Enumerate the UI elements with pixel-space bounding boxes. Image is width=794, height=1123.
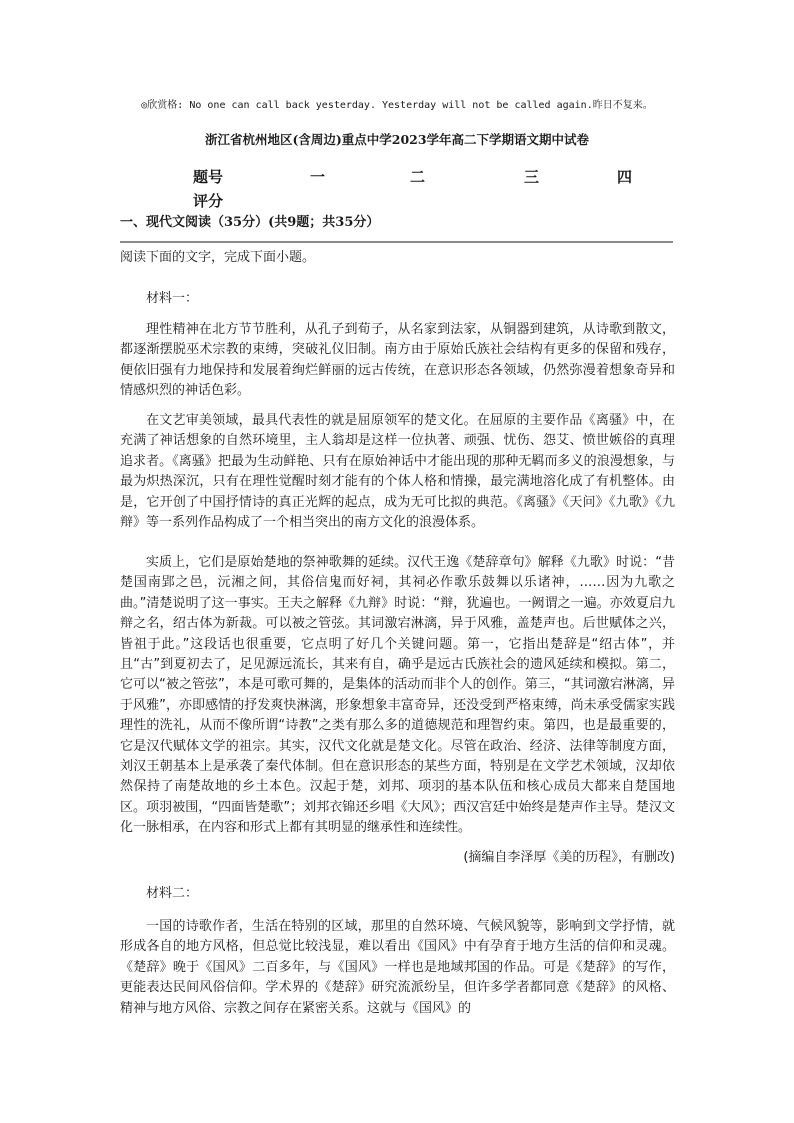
exam-title: 浙江省杭州地区(含周边)重点中学2023学年高二下学期语文期中试卷 [204,132,590,147]
material-2-label [120,884,675,904]
paragraph: 一国的诗歌作者，生活在特别的区域，那里的自然环境、气候风貌等，影响到文学抒情，就形成各自的地方风格，但总觉比较浅显，难以看出《国风》中有孕育于地方生活的信仰和灵魂。《楚辞》晚于《国风》二百多年，与《国风》一样也是地域邦国的作品。可是《楚辞》的写作，更能表达民间风俗信仰。学术界的《楚辞》研究流派纷呈，但许多学者都同意《楚辞》的风格、精神与地方风俗、宗教之间存在紧密关系。这就与《国风》的 [120,919,675,1016]
score-table-col-3: 三 [524,168,540,186]
citation: (摘编自李泽厚《美的历程》，有删改) [463,850,675,865]
material-1-label [120,289,675,309]
material-label: 材料一： [146,291,199,306]
paragraph: 在文艺审美领域，最具代表性的就是屈原领军的楚文化。在屈原的主要作品《离骚》中，在充满了神话想象的自然环境里，主人翁却是这样一位执著、顽强、忧伤、怨艾、愤世嫉俗的真理追求者。《离骚》把最为生动鲜艳、只有在原始神话中才能出现的那种无羁而多义的浪漫想象，与最为炽热深沉，只有在理性觉醒时刻才能有的个体人格和情操，最完满地溶化成了有机整体。由是，它开创了中国抒情诗的真正光辉的起点，成为无可比拟的典范。《离骚》《天问》《九歌》《九辩》等一系列作品构成了一个相当突出的南方文化的浪漫体系。 [120,413,675,531]
source-note [120,848,675,868]
score-table-header [193,166,653,188]
score-table-col-2: 二 [410,168,426,186]
header-motto: ◎欣赏格: No one can call back yesterday. Yesterday will not be called again.昨日不复来。 [141,100,653,111]
score-table-label-score: 评分 [193,192,224,210]
paragraph: 理性精神在北方节节胜利，从孔子到荀子，从名家到法家，从铜器到建筑，从诗歌到散文，都逐渐摆脱巫术宗教的束缚，突破礼仪旧制。南方由于原始氏族社会结构有更多的保留和残存，便依旧强有力地保持和发展着绚烂鲜丽的远古传统，在意识形态各领域，仍然弥漫着想象奇异和情感炽烈的神话色彩。 [120,322,675,399]
material-1-paragraph-2 [120,411,675,533]
intro-text [120,248,675,268]
material-1-paragraph-1 [120,320,675,402]
paragraph: 实质上，它们是原始楚地的祭神歌舞的延续。汉代王逸《楚辞章句》解释《九歌》时说：“昔楚国南郢之邑，沅湘之间，其俗信鬼而好祠，其祠必作歌乐鼓舞以乐诸神，……因为九歌之曲。”清楚说明了这一事实。王夫之解释《九辩》时说：“辩，犹遍也。一阙谓之一遍。亦效夏启九辩之名，绍古体为新裁。可以被之管弦。其词激宕淋漓，异于风雅，盖楚声也。后世赋体之兴，皆祖于此。”这段话也很重要，它点明了好几个关键问题。第一，它指出楚辞是“绍古体”，并且“古”到夏初去了，足见源远流长，其来有自，确乎是远古氏族社会的遗风延续和模拟。第二，它可以“被之管弦”，本是可歌可舞的，是集体的活动而非个人的创作。第三，“其词激宕淋漓，异于风雅”，亦即感情的抒发爽快淋漓，形象想象丰富奇异，还没受到严格束缚，尚未承受儒家实践理性的洗礼，从而不像所谓“诗教”之类有那么多的道德规范和理智约束。第四，也是最重要的，它是汉代赋体文学的祖宗。其实，汉代文化就是楚文化。尽管在政治、经济、法律等制度方面，刘汉王朝基本上是承袭了秦代体制。但在意识形态的某些方面，特别是在文学艺术领域，汉却依然保持了南楚故地的乡土本色。汉起于楚，刘邦、项羽的基本队伍和核心成员大都来自楚国地区。项羽被围，“四面皆楚歌”；刘邦衣锦还乡唱《大风》；西汉宫廷中始终是楚声作主导。楚汉文化一脉相承，在内容和形式上都有其明显的继承性和连续性。 [120,555,675,836]
material-label: 材料二： [146,886,199,901]
material-2-paragraph-1 [120,917,675,1019]
score-table-col-1: 一 [310,168,326,186]
section-divider [120,241,673,243]
intro-line: 阅读下面的文字，完成下面小题。 [120,250,316,265]
section-heading: 一、现代文阅读（35分）(共9题；共35分） [120,215,380,230]
material-1-paragraph-3 [120,553,675,839]
score-table-col-4: 四 [617,168,633,186]
score-table-label-question: 题号 [193,168,224,186]
